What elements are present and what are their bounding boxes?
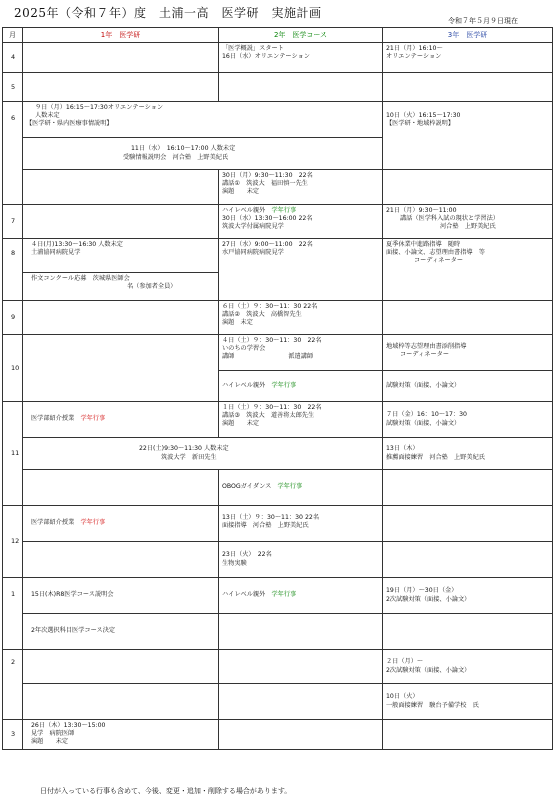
row-oct — [3, 335, 553, 371]
cell — [23, 506, 219, 542]
cell — [219, 371, 383, 402]
month-label: 6 — [11, 114, 16, 122]
row-mar — [3, 720, 553, 750]
text: コーディネーター — [400, 351, 450, 359]
cell — [219, 73, 383, 102]
text: ハイレベル親外 — [222, 591, 266, 599]
text: 河合塾 上野美紀氏 — [440, 223, 496, 231]
text: ハイレベル親外 — [222, 381, 266, 389]
cell — [23, 402, 219, 438]
cell — [383, 371, 553, 402]
row-nov-2 — [3, 438, 553, 470]
row-nov — [3, 402, 553, 438]
month-cell — [3, 102, 23, 205]
cell — [23, 239, 219, 273]
cell — [23, 720, 219, 750]
text: 筑波大学付属病院見学 — [222, 223, 284, 231]
cell — [383, 614, 553, 650]
text: 16日（水）オリエンテーション — [222, 53, 310, 61]
cell — [383, 205, 553, 239]
cell — [383, 43, 553, 73]
cell — [23, 273, 219, 301]
cell — [383, 720, 553, 750]
cell — [219, 614, 383, 650]
cell — [23, 335, 219, 402]
row-jun-3 — [3, 170, 553, 205]
text: 講話（医学科入試の現状と学習法） — [400, 215, 499, 223]
text: 19日（月）～30日（金） — [386, 587, 458, 595]
text: ４日(月)13:30～16:30 人数未定 — [31, 241, 123, 248]
text: 演題 未定 — [31, 738, 69, 746]
text: 23日（火） 22名 — [222, 551, 272, 559]
month-cell — [3, 650, 23, 720]
cell — [219, 43, 383, 73]
text: ９日（月）16:15～17:30オリエンテーション — [35, 104, 164, 111]
cell — [219, 720, 383, 750]
col-year2: 2年 医学コース — [219, 28, 383, 43]
text: 講話① 筑波大 福田慎一先生 — [222, 180, 308, 188]
row-jan — [3, 578, 553, 614]
text: 医学部紹介授業 — [31, 519, 75, 527]
cell — [23, 102, 383, 138]
text: 21日（月）9:30～11:00 — [386, 207, 457, 214]
cell — [383, 301, 553, 335]
text: 一般面接練習 駿台予備学校 氏 — [386, 701, 479, 709]
month-cell: 4 — [3, 43, 23, 73]
cell — [23, 43, 219, 73]
text: 面接指導 河合塾 上野美紀氏 — [222, 522, 309, 530]
cell — [383, 650, 553, 684]
text: 10日（火）16:15～17:30 — [386, 112, 461, 119]
cell — [219, 470, 383, 506]
text: 地域枠等志望理由書添削指導 — [386, 343, 467, 350]
row-feb — [3, 650, 553, 684]
month-cell: 7 — [3, 205, 23, 239]
month-cell — [3, 239, 23, 301]
cell — [383, 506, 553, 542]
cell — [383, 402, 553, 438]
text: １日（土）９：30～11：30 22名 — [222, 404, 322, 411]
cell — [23, 650, 219, 684]
text: 10日（火） — [386, 693, 419, 701]
cell — [383, 438, 553, 470]
text: ４日（土）９：30～11：30 22名 — [222, 337, 322, 344]
text: コーディネーター — [414, 257, 464, 265]
grade-event-tag: 学年行事 — [271, 591, 297, 599]
col-year1: 1年 医学研 — [23, 28, 219, 43]
cell — [219, 301, 383, 335]
text: 演題 未定 — [222, 420, 260, 428]
month-cell — [3, 578, 23, 650]
text: 受験情報説明会 河合塾 上野美紀氏 — [123, 153, 229, 161]
text: 推薦面接練習 河合塾 上野美紀氏 — [386, 453, 485, 461]
text: 30日（月）9:30～11:30 22名 — [222, 172, 313, 179]
text: ７日（金）16：10～17：30 — [386, 411, 467, 419]
cell — [219, 402, 383, 438]
text: ６日（土）９：30～11：30 22名 — [222, 303, 318, 310]
text: 22日(土)9:30～11:30 人数未定 — [139, 445, 229, 453]
cell — [383, 170, 553, 205]
text: 面接、小論文、志望理由書指導 等 — [386, 249, 485, 257]
header-row — [3, 28, 553, 43]
month-label: 1 — [11, 590, 16, 598]
cell — [383, 578, 553, 614]
cell — [219, 650, 383, 684]
month-cell: 9 — [3, 301, 23, 335]
cell — [383, 542, 553, 578]
cell — [23, 170, 219, 205]
row-dec-2 — [3, 542, 553, 578]
grade-event-tag: 学年行事 — [80, 415, 106, 423]
text: 15日(木)R8医学コース説明会 — [31, 591, 114, 599]
col-month: 月 — [3, 28, 23, 43]
text: 30日（水）13:30～16:00 22名 — [222, 215, 313, 223]
cell — [219, 335, 383, 371]
cell — [219, 684, 383, 720]
grade-event-tag: 学年行事 — [277, 483, 303, 491]
cell — [219, 205, 383, 239]
col-year3: 3年 医学研 — [383, 28, 553, 43]
text: 見学 病院医師 — [31, 730, 75, 738]
text: 作文コンクール応募 茨城県医師会 — [31, 275, 130, 282]
row-jun — [3, 102, 553, 138]
cell — [383, 239, 553, 301]
cell — [23, 578, 219, 614]
schedule-table — [2, 27, 553, 750]
text: 夏季休業中進路指導 随時 — [386, 241, 461, 248]
month-cell: 10 — [3, 335, 23, 402]
footer-note: 日付が入っている行事も含めて、今後、変更・追加・削除する場合があります。 — [40, 787, 292, 795]
cell — [219, 542, 383, 578]
cell — [23, 542, 219, 578]
text: 27日（水）9:00～11:00 22名 — [222, 241, 313, 248]
row-aug — [3, 239, 553, 273]
text: 医学部紹介授業 — [31, 415, 75, 423]
text: 「医学概説」スタート — [222, 45, 284, 52]
text: 試験対策（面接、小論文） — [386, 419, 461, 427]
text: 26日（木）13:30～15:00 — [31, 722, 106, 729]
page-title: 2025年（令和７年）度 土浦一高 医学研 実施計画 — [14, 6, 322, 20]
cell — [219, 506, 383, 542]
month-cell: 5 — [3, 73, 23, 102]
cell — [23, 301, 219, 335]
cell — [23, 470, 219, 506]
row-apr — [3, 43, 553, 73]
row-nov-3 — [3, 470, 553, 506]
text: 生物実験 — [222, 559, 247, 567]
cell — [23, 205, 219, 239]
text: 13日（木） — [386, 445, 419, 453]
text: ２日（月）～ — [386, 658, 424, 666]
row-jul — [3, 205, 553, 239]
month-cell: 3 — [3, 720, 23, 750]
row-may — [3, 73, 553, 102]
cell — [23, 138, 383, 170]
as-of-date: 令和７年５月９日現在 — [448, 17, 518, 25]
cell — [219, 239, 383, 301]
cell — [383, 335, 553, 371]
text: 水戸協同病院病院見学 — [222, 249, 284, 257]
text: 試験対策（面接、小論文） — [386, 381, 461, 389]
text: 派遣講師 — [288, 353, 314, 361]
cell — [23, 73, 219, 102]
cell — [383, 684, 553, 720]
row-feb-2 — [3, 684, 553, 720]
text: 【医学研・地域枠説明】 — [386, 120, 455, 128]
grade-event-tag: 学年行事 — [80, 519, 106, 527]
text: 演題 未定 — [222, 319, 253, 327]
text: 演題 未定 — [222, 188, 260, 196]
row-jan-2 — [3, 614, 553, 650]
month-label: 2 — [11, 658, 16, 666]
cell — [383, 102, 553, 170]
row-dec — [3, 506, 553, 542]
month-label: 8 — [11, 249, 16, 257]
text: OBOGガイダンス — [222, 483, 272, 491]
text: 11日（水） 16:10～17:00 人数未定 — [131, 145, 236, 153]
text: ハイレベル親外 — [222, 207, 266, 214]
text: 名（参加者全員） — [127, 283, 177, 291]
cell — [383, 73, 553, 102]
text: 2年次選択科目医学コース決定 — [31, 627, 116, 635]
text: 講話② 筑波大 高橋智先生 — [222, 311, 302, 319]
cell — [23, 438, 383, 470]
cell — [383, 470, 553, 506]
text: 土浦協同病院見学 — [31, 249, 81, 257]
text: 【医学研・県内医療事情説明】 — [26, 120, 113, 128]
month-cell: 12 — [3, 506, 23, 578]
text: オリエンテーション — [386, 53, 442, 61]
text: 筑波大学 新田先生 — [161, 453, 217, 461]
row-sep — [3, 301, 553, 335]
text: 講師 — [222, 353, 235, 361]
text: いのちの学習会 — [222, 345, 266, 353]
cell — [23, 614, 219, 650]
text: 21日（月）16:10～ — [386, 45, 443, 52]
text: 2次試験対策（面接、小論文） — [386, 595, 471, 603]
text: 人数未定 — [35, 112, 60, 120]
grade-event-tag: 学年行事 — [271, 381, 297, 389]
text: 13日（土）９：30～11：30 22名 — [222, 514, 320, 521]
month-cell: 11 — [3, 402, 23, 506]
text: 2次試験対策（面接、小論文） — [386, 666, 471, 674]
cell — [219, 170, 383, 205]
text: 講話③ 筑波大 道善将太郎先生 — [222, 412, 315, 420]
cell — [23, 684, 219, 720]
grade-event-tag: 学年行事 — [271, 207, 297, 214]
cell — [219, 578, 383, 614]
